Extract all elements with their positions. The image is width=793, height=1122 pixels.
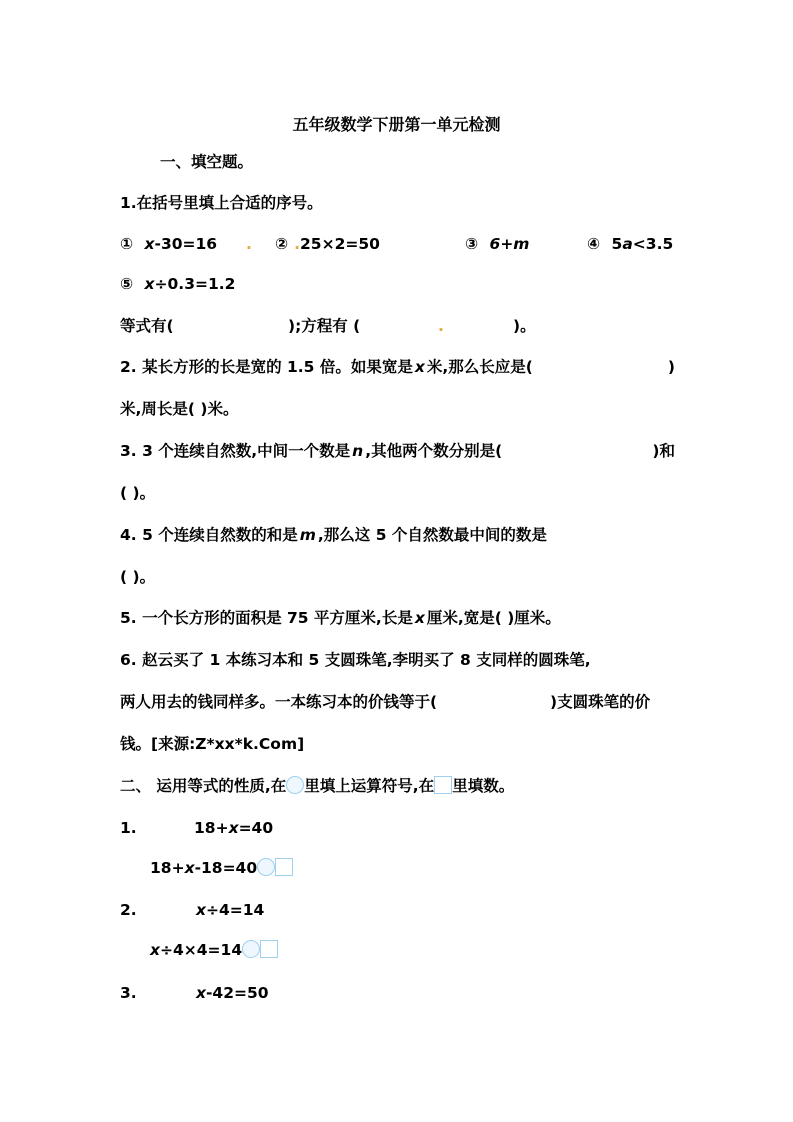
equations-label: 等式有( xyxy=(120,317,174,335)
q3-text: 3. 3 个连续自然数,中间一个数是 n ,其他两个数分别是( xyxy=(120,442,503,460)
highlight-dot: . xyxy=(438,317,444,335)
q1-option5: ⑤ x÷0.3=1.2 xyxy=(120,275,236,293)
q3-blank-close: )和 xyxy=(652,442,675,460)
highlight-dot: . xyxy=(294,235,301,253)
q5-line: 5. 一个长方形的面积是 75 平方厘米,长是 x 厘米,宽是( )厘米。 xyxy=(120,609,561,627)
q3-line2: ( )。 xyxy=(120,484,156,502)
page-title: 五年级数学下册第一单元检测 xyxy=(292,115,501,134)
number-square-blank[interactable] xyxy=(275,858,293,876)
q2-text: 2. 某长方形的长是宽的 1.5 倍。如果宽是 x 米,那么长应是( xyxy=(120,358,533,376)
s2-item2-num: 2. xyxy=(120,901,137,919)
s2-item1-num: 1. xyxy=(120,819,137,837)
q4-line1: 4. 5 个连续自然数的和是 m ,那么这 5 个自然数最中间的数是 xyxy=(120,526,547,544)
q1-options-row xyxy=(120,234,680,254)
q6-line2 xyxy=(120,692,675,712)
s2-item2 xyxy=(120,900,420,920)
s2-item3-num: 3. xyxy=(120,984,137,1002)
q2-blank-close: ) xyxy=(667,358,675,376)
answer-close: )。 xyxy=(513,317,536,335)
operator-circle-blank[interactable] xyxy=(242,940,260,958)
s2-item2-step: x÷4×4=14 xyxy=(150,940,278,960)
highlight-dot: . xyxy=(246,235,252,253)
s2-item1 xyxy=(120,818,420,838)
s2-item1-equation: 18+x=40 xyxy=(194,819,274,837)
q6-line1: 6. 赵云买了 1 本练习本和 5 支圆珠笔,李明买了 8 支同样的圆珠笔, xyxy=(120,651,591,669)
q1-option1: ① x-30=16 xyxy=(120,235,218,253)
number-square-blank[interactable] xyxy=(260,940,278,958)
q1-prompt: 1.在括号里填上合适的序号。 xyxy=(120,194,323,212)
q3-line1 xyxy=(120,441,675,461)
q1-answer-line xyxy=(120,316,560,336)
operator-circle-blank[interactable] xyxy=(257,858,275,876)
s2-item3-equation: x-42=50 xyxy=(196,984,269,1002)
circle-blank-icon xyxy=(286,776,304,794)
q2-line2: 米,周长是( )米。 xyxy=(120,400,239,418)
section1-heading: 一、填空题。 xyxy=(160,153,254,171)
q1-option2: ② .25×2=50 xyxy=(275,235,380,253)
s2-item2-equation: x÷4=14 xyxy=(196,901,265,919)
q6-text-end: )支圆珠笔的价 xyxy=(550,693,651,711)
section2-heading: 二、 运用等式的性质,在 里填上运算符号,在 里填数。 xyxy=(120,777,515,795)
q1-option4: ④ 5a<3.5 xyxy=(587,235,674,253)
q6-text: 两人用去的钱同样多。一本练习本的价钱等于( xyxy=(120,693,438,711)
q2-line1 xyxy=(120,357,675,377)
s2-item3 xyxy=(120,983,420,1003)
formulas-label: );方程有 ( xyxy=(288,317,361,335)
q6-line3: 钱。[来源:Z*xx*k.Com] xyxy=(120,735,305,753)
q1-option3: ③ 6+m xyxy=(465,235,530,253)
q4-line2: ( )。 xyxy=(120,568,156,586)
s2-item1-step: 18+x-18=40 xyxy=(150,858,293,878)
square-blank-icon xyxy=(434,776,452,794)
